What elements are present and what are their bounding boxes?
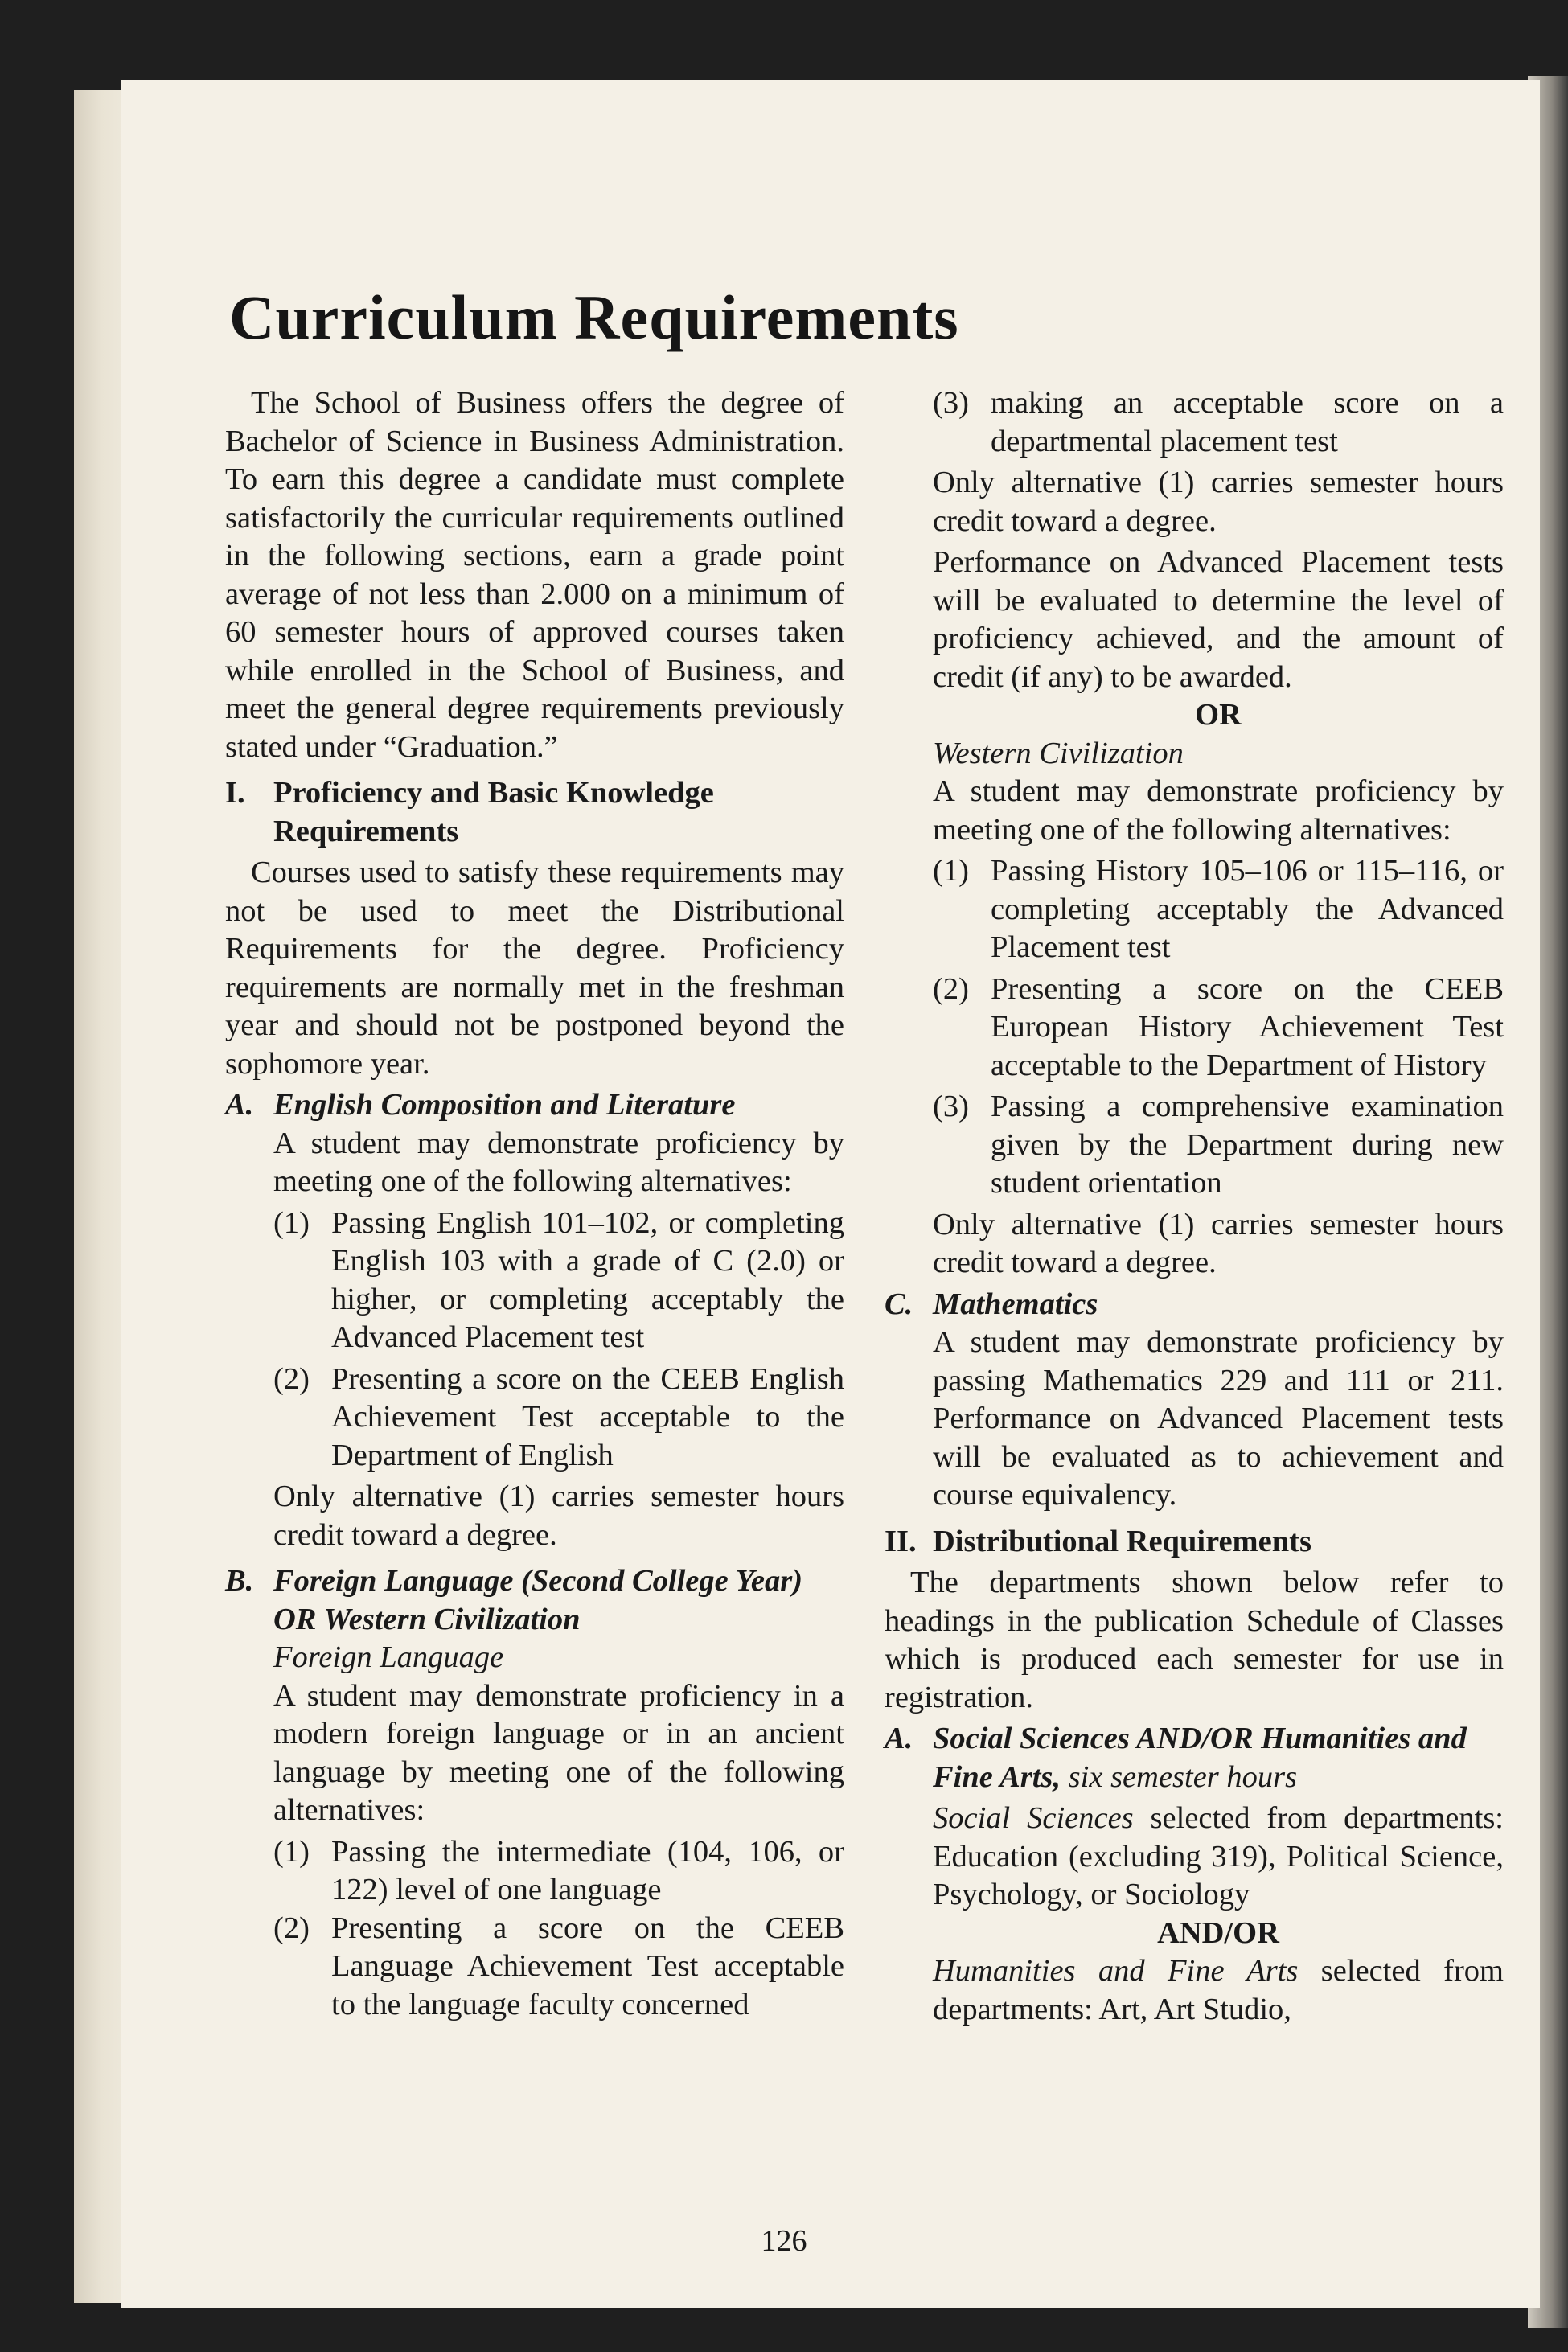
list-text: Presenting a score on the CEEB Language Achievement Test acceptable to the language faculty concerned bbox=[331, 1911, 844, 2022]
list-item bbox=[933, 852, 1504, 967]
social-sciences-paragraph bbox=[933, 1800, 1504, 1915]
subsection-a-note: Only alternative (1) carries semester hours credit toward a degree. bbox=[273, 1480, 844, 1552]
western-civ-label: Western Civilization bbox=[933, 736, 1184, 770]
section-number: II. bbox=[885, 1524, 917, 1558]
humanities-paragraph bbox=[933, 1952, 1504, 2029]
foreign-language-note: Only alternative (1) carries semester hours credit toward a degree. bbox=[933, 466, 1504, 538]
list-item bbox=[273, 1361, 844, 1476]
list-text: Presenting a score on the CEEB European History Achievement Test acceptable to the Department of History bbox=[991, 971, 1504, 1082]
list-text: Passing English 101–102, or completing English 103 with a grade of C (2.0) or higher, or completing acceptably the Advanced Placement test bbox=[331, 1205, 844, 1354]
western-civ-note: Only alternative (1) carries semester hours credit toward a degree. bbox=[933, 1207, 1504, 1279]
subsection-letter: A. bbox=[885, 1722, 913, 1755]
list-text: Presenting a score on the CEEB English Achievement Test acceptable to the Department of English bbox=[331, 1361, 844, 1472]
social-sciences-label: Social Sciences bbox=[933, 1801, 1134, 1835]
list-number: (1) bbox=[933, 854, 969, 888]
social-sciences-text: selected from departments: Education (excluding 319), Political Science, Psychology, or Sociology bbox=[933, 1801, 1504, 1911]
list-text: Passing the intermediate (104, 106, or 122) level of one language bbox=[331, 1834, 844, 1907]
list-text: making an acceptable score on a departmental placement test bbox=[991, 386, 1504, 458]
left-column bbox=[225, 384, 844, 2024]
list-item bbox=[933, 971, 1504, 1086]
list-number: (3) bbox=[933, 386, 969, 420]
section-1-body: Courses used to satisfy these requirements may not be used to meet the Distributional Requirements for the degree. Proficiency requirements are normally met in the freshman year and should not be postponed beyond the sophomore year. bbox=[225, 856, 844, 1081]
subsection-a-content bbox=[273, 1125, 844, 1555]
subsection-a-heading bbox=[225, 1086, 844, 1125]
section-2-heading bbox=[885, 1523, 1504, 1562]
foreign-language-intro: A student may demonstrate proficiency in a modern foreign language or in an ancient language by meeting one of the following alternatives: bbox=[273, 1678, 844, 1827]
subsection-title: Mathematics bbox=[933, 1287, 1098, 1321]
subsection-title: English Composition and Literature bbox=[273, 1088, 736, 1122]
subsection-2a-heading bbox=[885, 1720, 1504, 1796]
intro-paragraph: The School of Business offers the degree of Bachelor of Science in Business Administration. To earn this degree a candidate must complete satisfactorily the curricular requirements outlined in the following sections, earn a grade point average of not less than 2.000 on a minimum of 60 semester hours of approved courses taken while enrolled in the School of Business, and meet the general degree requirements previously stated under “Graduation.” bbox=[225, 386, 844, 764]
list-item bbox=[933, 384, 1504, 461]
subsection-letter: A. bbox=[225, 1088, 254, 1122]
subsection-c-body: A student may demonstrate proficiency by passing Mathematics 229 and 111 or 211. Performance on Advanced Placement tests will be evaluated as to achievement and course equivalency. bbox=[933, 1325, 1504, 1512]
page-number: 126 bbox=[761, 2224, 807, 2258]
list-item bbox=[273, 1910, 844, 2025]
list-item bbox=[273, 1833, 844, 1910]
subsection-b-content bbox=[273, 1639, 844, 2024]
section-2-body: The departments shown below refer to headings in the publication Schedule of Classes which is produced each semester for use in registration. bbox=[885, 1566, 1504, 1714]
section-number: I. bbox=[225, 776, 245, 810]
western-civ-intro: A student may demonstrate proficiency by meeting one of the following alternatives: bbox=[933, 774, 1504, 847]
foreign-language-label: Foreign Language bbox=[273, 1640, 504, 1674]
list-text: Passing a comprehensive examination given by the Department during new student orientation bbox=[991, 1090, 1504, 1200]
page-title: Curriculum Requirements bbox=[229, 282, 959, 352]
or-divider: OR bbox=[1195, 698, 1242, 732]
subsection-title-text: Social Sciences AND/OR Humanities and Fine Arts, bbox=[933, 1722, 1467, 1794]
subsection-c-heading bbox=[885, 1286, 1504, 1324]
section-title: Distributional Requirements bbox=[933, 1524, 1311, 1558]
list-item bbox=[933, 1088, 1504, 1203]
list-number: (2) bbox=[273, 1911, 310, 1945]
right-column bbox=[885, 384, 1504, 2029]
list-text: Passing History 105–106 or 115–116, or completing acceptably the Advanced Placement test bbox=[991, 854, 1504, 964]
subsection-letter: B. bbox=[225, 1564, 254, 1598]
subsection-hours: six semester hours bbox=[1068, 1759, 1298, 1794]
list-item bbox=[273, 1205, 844, 1357]
subsection-title: Foreign Language (Second College Year) OR Western Civilization bbox=[273, 1564, 803, 1636]
subsection-a-intro: A student may demonstrate proficiency by meeting one of the following alternatives: bbox=[273, 1126, 844, 1198]
humanities-text: selected from departments: Art, Art Studio, bbox=[933, 1954, 1504, 2026]
list-number: (1) bbox=[273, 1834, 310, 1869]
section-title: Proficiency and Basic Knowledge Requirements bbox=[273, 776, 714, 848]
subsection-letter: C. bbox=[885, 1287, 913, 1321]
section-1-heading bbox=[225, 774, 844, 851]
list-number: (2) bbox=[273, 1361, 310, 1396]
list-number: (3) bbox=[933, 1090, 969, 1123]
subsection-title bbox=[933, 1720, 1504, 1796]
list-number: (1) bbox=[273, 1205, 310, 1240]
andor-divider: AND/OR bbox=[1157, 1915, 1279, 1950]
list-number: (2) bbox=[933, 971, 969, 1006]
foreign-language-ap: Performance on Advanced Placement tests will be evaluated to determine the level of proficiency achieved, and the amount of credit (if any) to be awarded. bbox=[933, 545, 1504, 694]
subsection-b-heading bbox=[225, 1562, 844, 1639]
humanities-label: Humanities and Fine Arts bbox=[933, 1954, 1299, 1988]
